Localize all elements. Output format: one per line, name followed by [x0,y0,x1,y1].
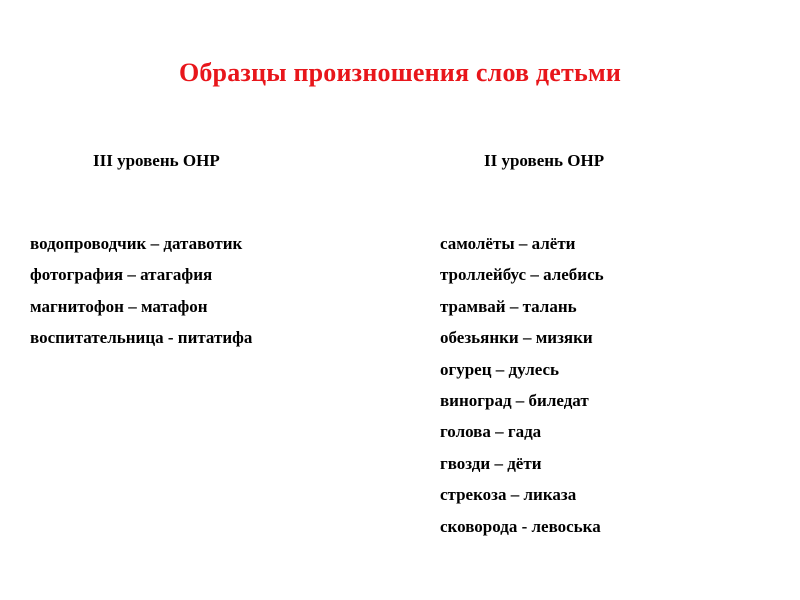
list-item: воспитательница - питатифа [30,328,253,348]
list-item: сковорода - левоська [440,516,601,536]
list-item: обезьянки – мизяки [440,328,593,348]
list-item: гвозди – дёти [440,453,542,473]
list-item: трамвай – талань [440,296,577,316]
column-header-level-2: II уровень ОНР [484,151,605,170]
list-item: голова – гада [440,422,542,442]
word-list-level-2 [440,234,604,548]
list-item: троллейбус – алебись [440,265,604,285]
list-item: магнитофон – матафон [30,296,208,316]
word-list-level-3 [30,234,252,360]
slide-title: Образцы произношения слов детьми [178,58,622,87]
column-header-level-3: III уровень ОНР [93,151,220,170]
list-item: водопроводчик – датавотик [30,234,243,253]
list-item: самолёты – алёти [440,234,576,253]
list-item: стрекоза – ликаза [440,485,577,505]
list-item: виноград – биледат [440,390,589,410]
list-item: огурец – дулесь [440,359,560,379]
list-item: фотография – атагафия [30,265,213,285]
